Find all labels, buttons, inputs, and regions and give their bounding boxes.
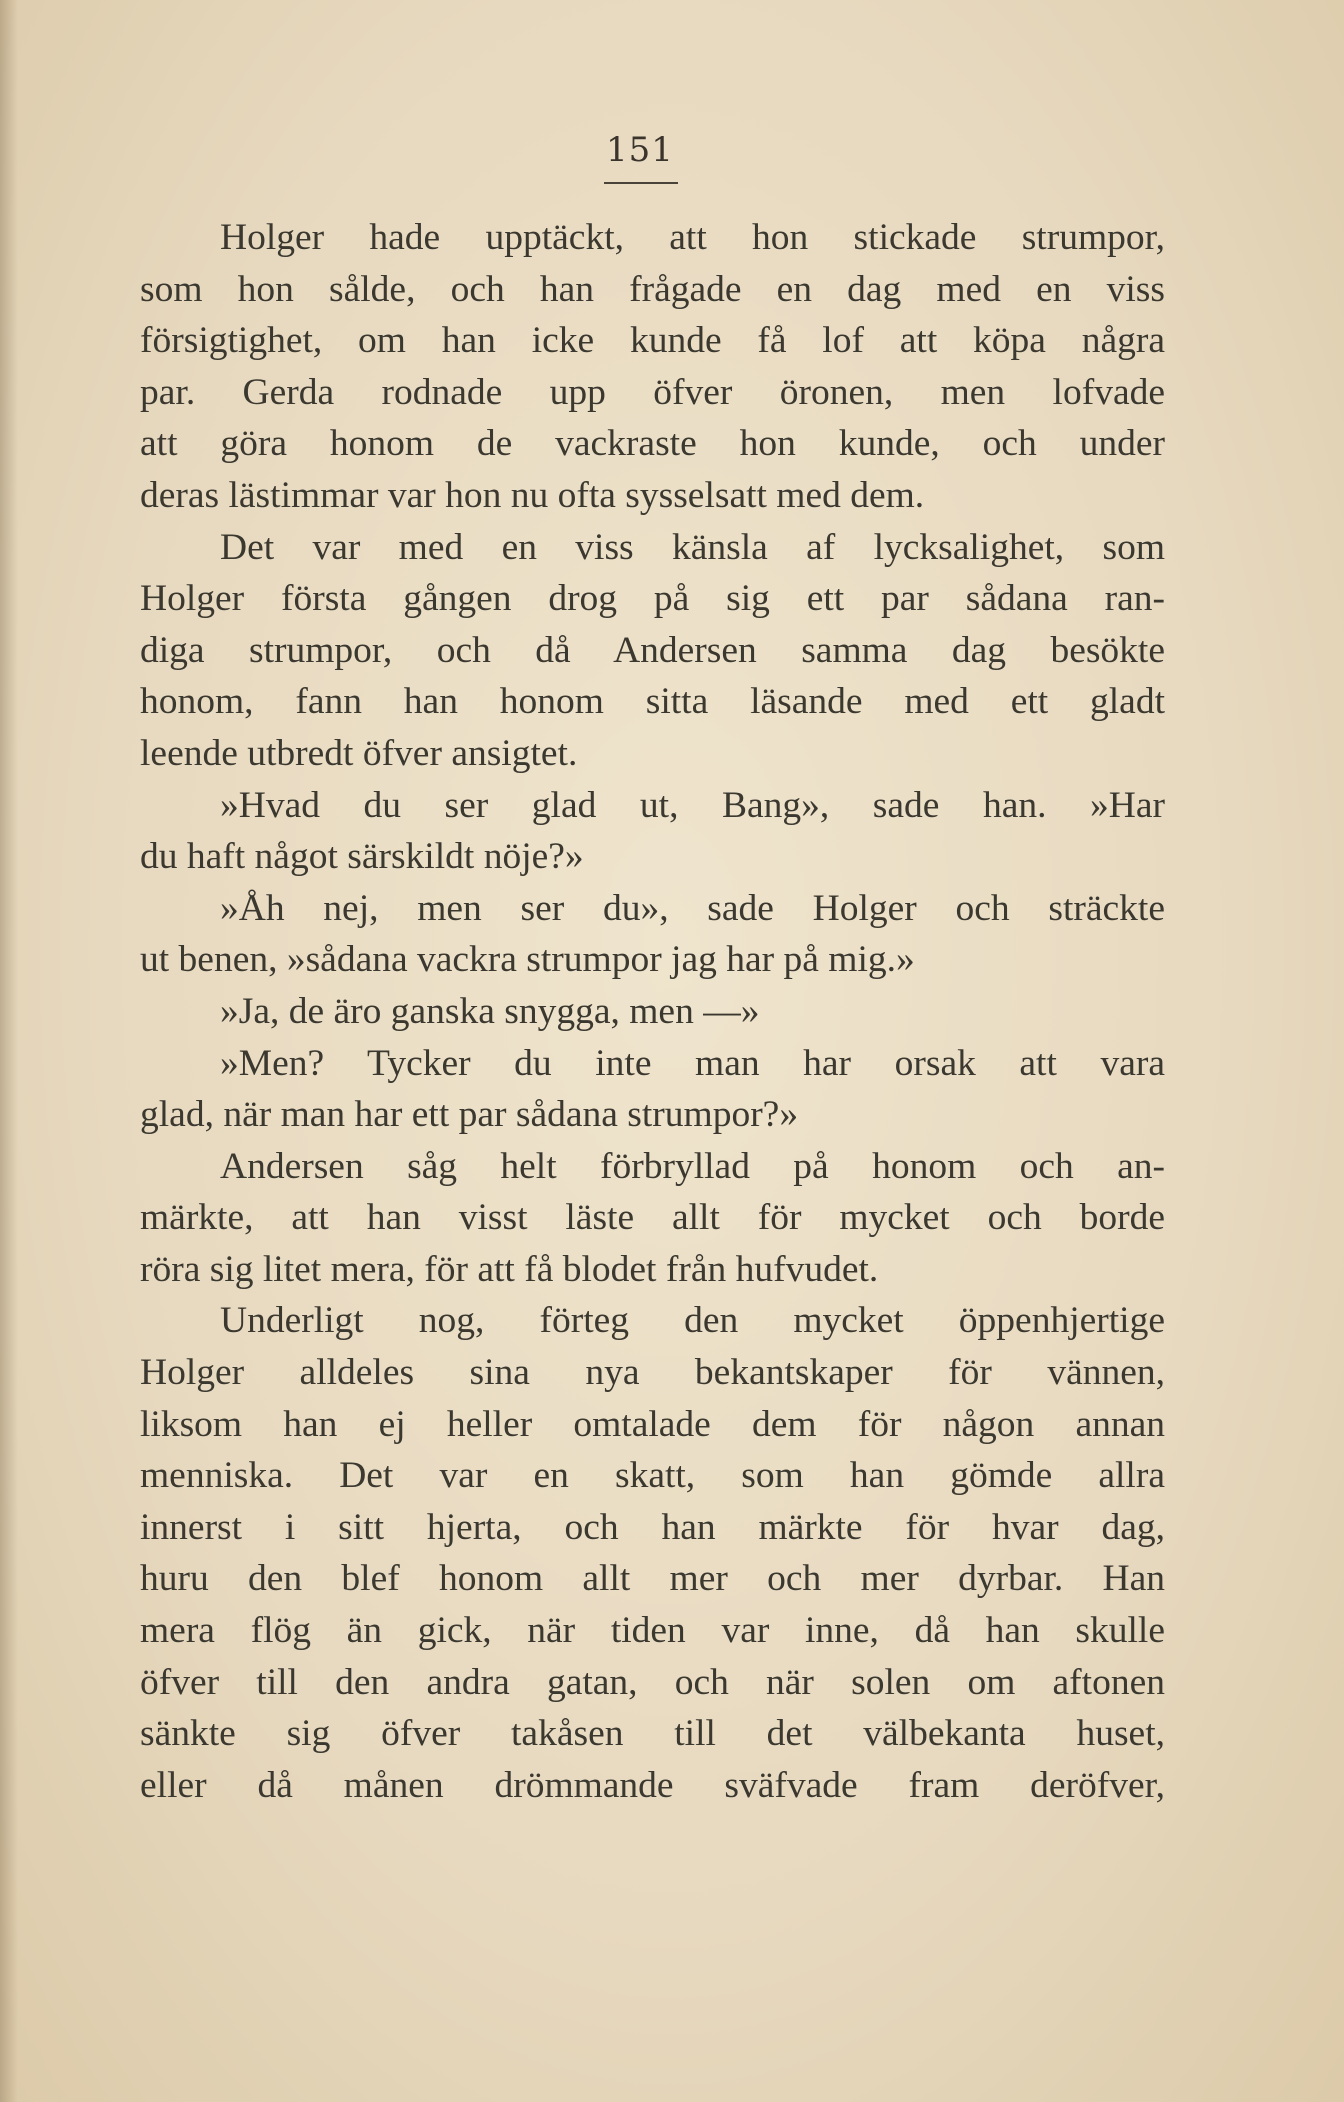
text-line: öfver till den andra gatan, och när solen om aftonen (140, 1661, 1165, 1703)
text-line: Underligt nog, förteg den mycket öppenhjertige (220, 1300, 1165, 1342)
text-line: märkte, att han visst läste allt för mycket och borde (140, 1197, 1165, 1239)
text-line: att göra honom de vackraste hon kunde, och under (140, 423, 1165, 465)
text-line: sänkte sig öfver takåsen till det välbekanta huset, (140, 1713, 1165, 1755)
text-line: röra sig litet mera, för att få blodet från hufvudet. (140, 1248, 879, 1290)
text-line: liksom han ej heller omtalade dem för någon annan (140, 1403, 1165, 1445)
gutter-shadow (0, 0, 18, 2102)
text-line: honom, fann han honom sitta läsande med ett gladt (140, 681, 1165, 723)
text-line: menniska. Det var en skatt, som han gömde allra (140, 1455, 1165, 1497)
text-line: du haft något särskildt nöje?» (140, 836, 584, 878)
text-line: »Men? Tycker du inte man har orsak att vara (220, 1042, 1165, 1084)
text-line: försigtighet, om han icke kunde få lof att köpa några (140, 320, 1165, 362)
text-line: innerst i sitt hjerta, och han märkte för hvar dag, (140, 1506, 1165, 1548)
text-line: Andersen såg helt förbryllad på honom och an- (220, 1145, 1165, 1187)
body-text (140, 212, 1165, 1811)
text-line: ut benen, »sådana vackra strumpor jag har på mig.» (140, 939, 915, 981)
text-line: deras lästimmar var hon nu ofta sysselsatt med dem. (140, 474, 925, 516)
text-line: »Ja, de äro ganska snygga, men —» (220, 990, 760, 1032)
text-line: Holger hade upptäckt, att hon stickade strumpor, (220, 217, 1165, 258)
text-line: huru den blef honom allt mer och mer dyrbar. Han (140, 1558, 1165, 1600)
text-line: Det var med en viss känsla af lycksalighet, som (220, 526, 1165, 568)
page-number-rule (604, 182, 678, 184)
text-line: »Åh nej, men ser du», sade Holger och sträckte (220, 887, 1165, 929)
text-line: leende utbredt öfver ansigtet. (140, 732, 578, 774)
text-line: Holger första gången drog på sig ett par sådana ran- (140, 578, 1165, 620)
text-line: eller då månen drömmande sväfvade fram deröfver, (140, 1764, 1165, 1806)
text-line: som hon sålde, och han frågade en dag med en viss (140, 268, 1165, 310)
text-line: par. Gerda rodnade upp öfver öronen, men lofvade (140, 371, 1165, 413)
text-line: glad, när man har ett par sådana strumpor?» (140, 1094, 799, 1136)
text-line: Holger alldeles sina nya bekantskaper för vännen, (140, 1352, 1165, 1394)
text-line: diga strumpor, och då Andersen samma dag besökte (140, 629, 1165, 671)
text-line: »Hvad du ser glad ut, Bang», sade han. »Har (220, 784, 1165, 826)
page-number: 151 (606, 130, 674, 170)
text-line: mera flög än gick, när tiden var inne, då han skulle (140, 1610, 1165, 1652)
